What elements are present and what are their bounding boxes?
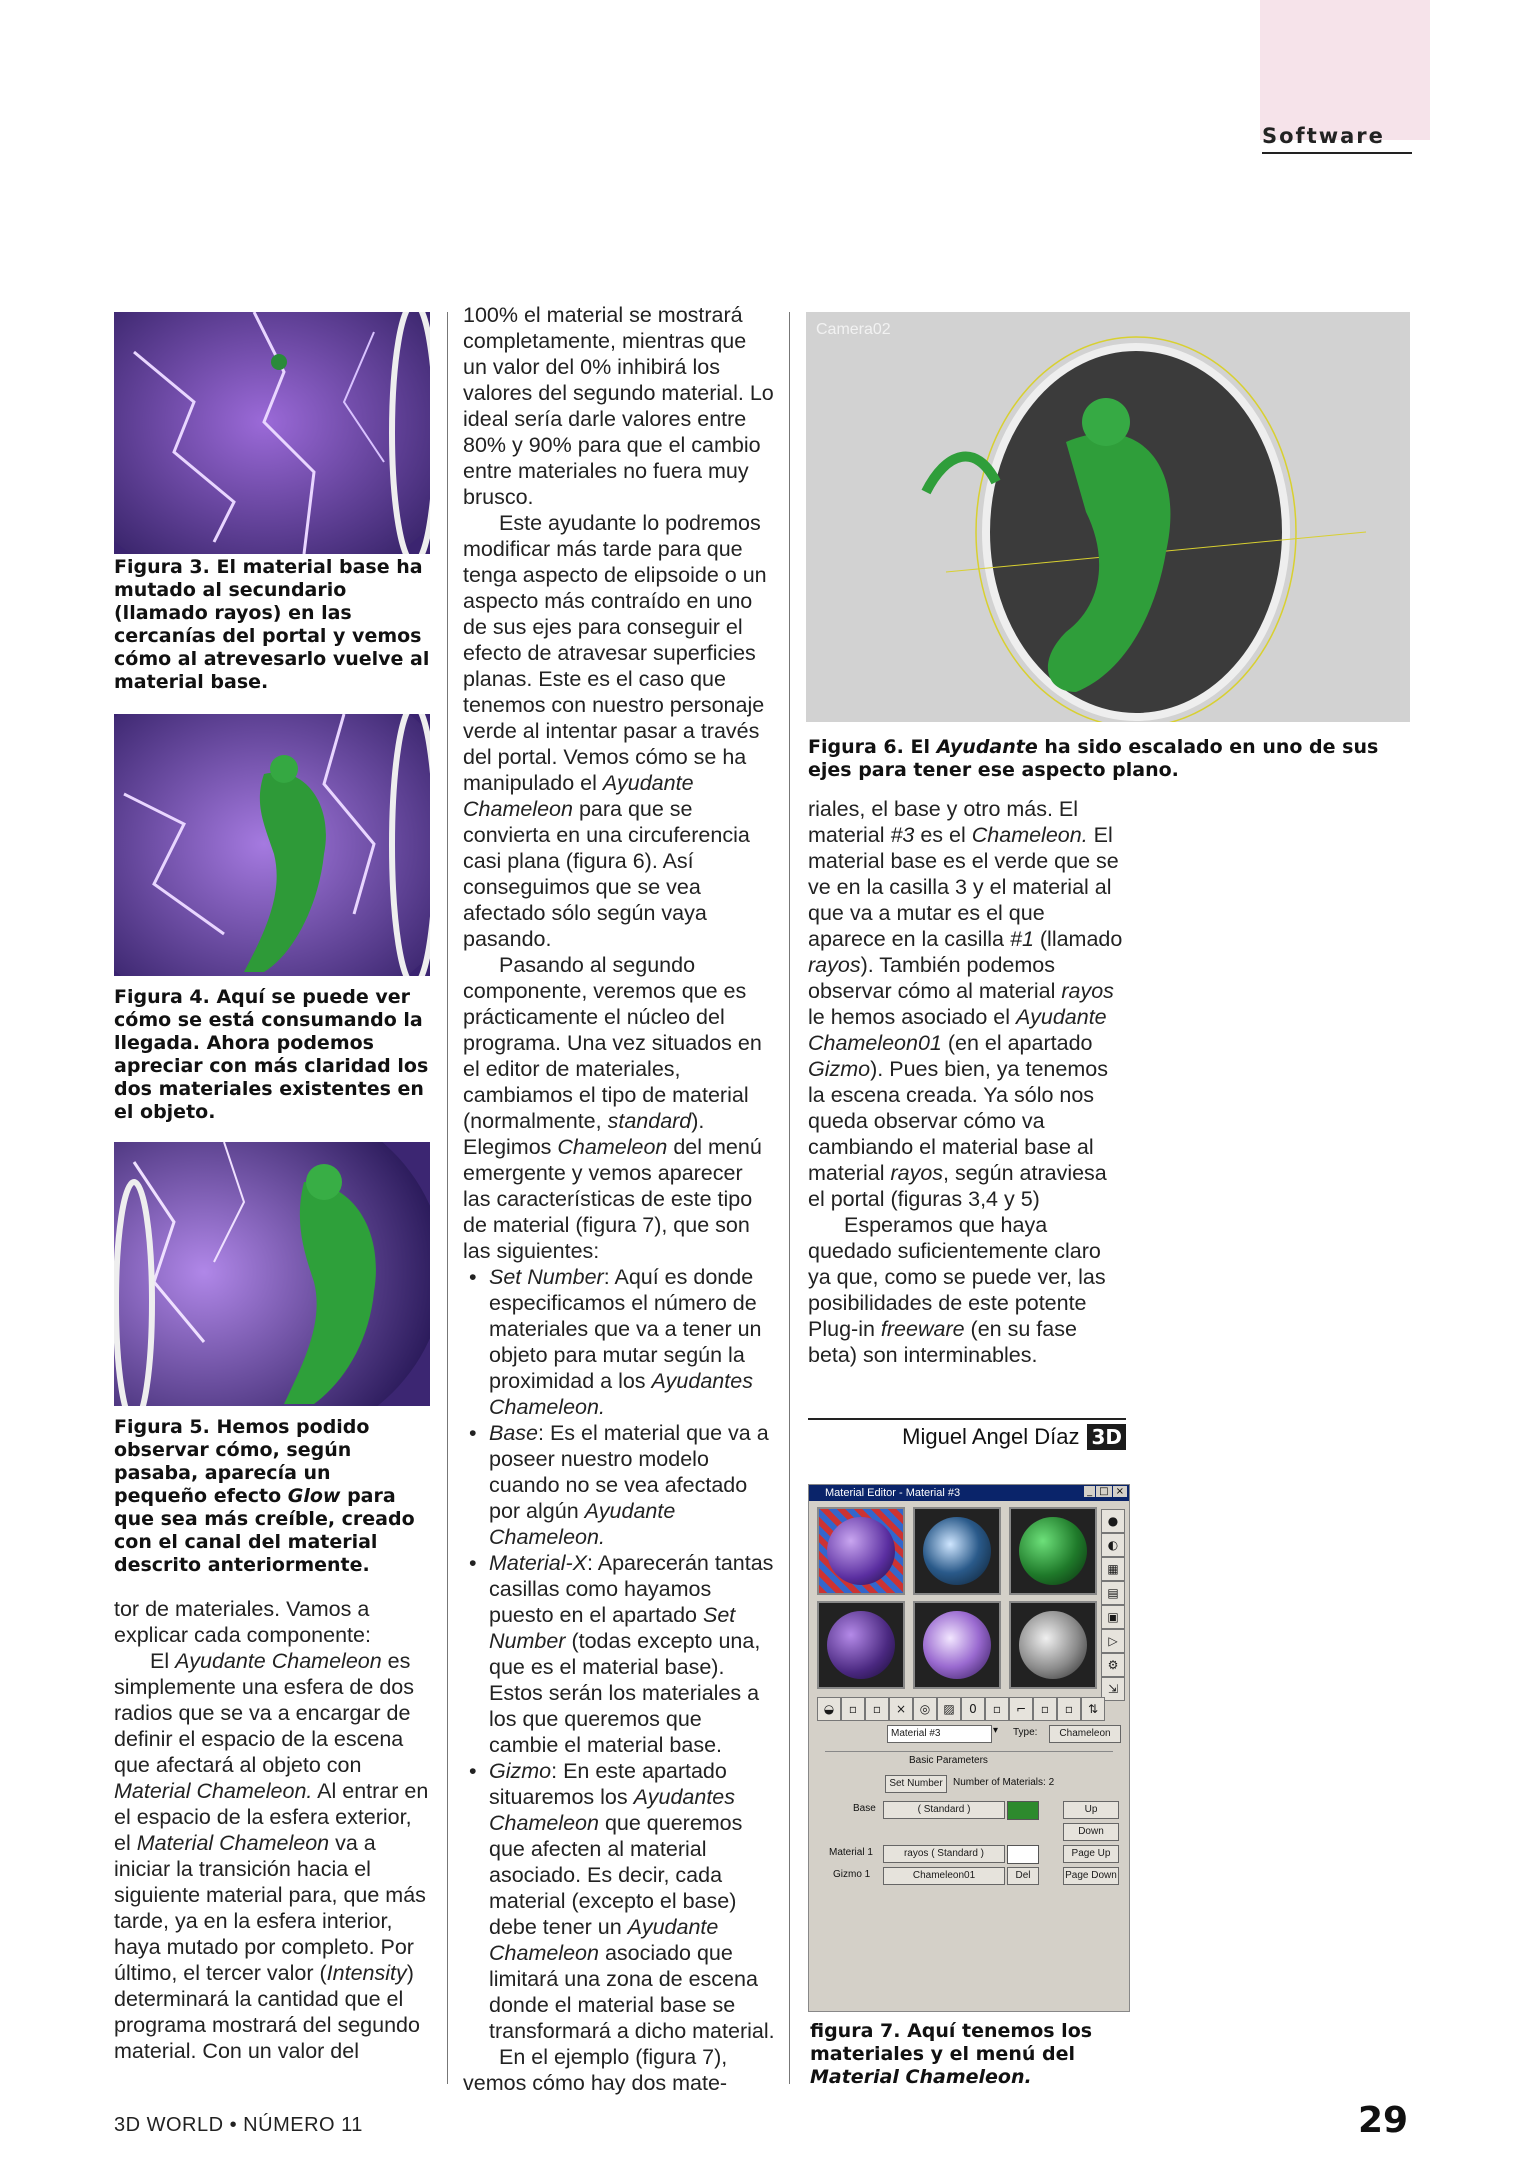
rollout-title[interactable]: Basic Parameters bbox=[909, 1755, 988, 1766]
base-material-button[interactable]: ( Standard ) bbox=[883, 1801, 1005, 1819]
material-effects-icon[interactable]: ▨ bbox=[937, 1697, 961, 1721]
col2-paragraph-4: En el ejemplo (figura 7), vemos cómo hay dos mate- bbox=[463, 2045, 728, 2095]
list-item: • Set Number: Aquí es donde especificamos el número de materiales que va a tener un objeto para mutar según la proximidad a los Ayudantes Chameleon. bbox=[489, 1264, 775, 1420]
go-forward-icon[interactable]: ▫ bbox=[1057, 1697, 1081, 1721]
base-color-swatch[interactable] bbox=[1007, 1801, 1039, 1820]
figure-5-caption bbox=[114, 1416, 430, 1577]
section-label: Software bbox=[1262, 124, 1385, 148]
sample-slot-5[interactable] bbox=[913, 1601, 1001, 1689]
figure-5-caption-b: para que sea más creíble, creado con el canal del material descrito anteriormente. bbox=[114, 1485, 415, 1576]
column-2-text bbox=[463, 302, 775, 2096]
material-1-color-swatch[interactable] bbox=[1007, 1845, 1039, 1864]
list-item: • Material-X: Aparecerán tantas casillas como hayamos puesto en el apartado Set Number (todas excepto una, que es el material base). Estos serán los materiales a los que queremos que cambie el material base. bbox=[489, 1550, 775, 1758]
sample-slot-6[interactable] bbox=[1009, 1601, 1097, 1689]
options-icon[interactable]: ⚙ bbox=[1101, 1653, 1125, 1677]
figure-7-caption-material: Material Chameleon. bbox=[810, 2066, 1032, 2088]
video-color-icon[interactable]: ▣ bbox=[1101, 1605, 1125, 1629]
column-rule-1 bbox=[447, 312, 448, 2084]
page-up-button[interactable]: Page Up bbox=[1063, 1845, 1119, 1863]
author-name: Miguel Angel Díaz bbox=[902, 1424, 1080, 1449]
sample-slot-2[interactable] bbox=[913, 1507, 1001, 1595]
column-3-text bbox=[808, 796, 1128, 1368]
material-name-field[interactable]: Material #3 bbox=[887, 1725, 992, 1743]
footer-publication: 3D WORLD • NÚMERO 11 bbox=[114, 2114, 363, 2136]
figure-3-caption: Figura 3. El material base ha mutado al secundario (llamado rayos) en las cercanías del portal y vemos cómo al atrevesarlo vuelve al material base. bbox=[114, 556, 430, 693]
header-color-block bbox=[1260, 0, 1430, 140]
window-controls bbox=[1084, 1486, 1127, 1497]
3d-badge: 3D bbox=[1087, 1424, 1126, 1450]
material-1-label: Material 1 bbox=[829, 1847, 873, 1858]
assign-material-icon[interactable]: ▫ bbox=[865, 1697, 889, 1721]
backlight-icon[interactable]: ◐ bbox=[1101, 1533, 1125, 1557]
uv-tiling-icon[interactable]: ▤ bbox=[1101, 1581, 1125, 1605]
figure-5-caption-a: Figura 5. Hemos podido observar cómo, según pasaba, aparecía un pequeño efecto bbox=[114, 1416, 370, 1507]
type-label: Type: bbox=[1013, 1727, 1038, 1738]
close-icon[interactable]: × bbox=[1113, 1486, 1127, 1497]
put-material-icon[interactable]: ▫ bbox=[841, 1697, 865, 1721]
gizmo-1-button[interactable]: Chameleon01 bbox=[883, 1867, 1005, 1885]
figure-5-image bbox=[114, 1142, 430, 1406]
show-map-icon[interactable]: ▫ bbox=[985, 1697, 1009, 1721]
col3-paragraph-1: riales, el base y otro más. El material #3 es el Chameleon. El material base es el verde que se ve en la casilla 3 y el material al que va a mutar es el que aparece en la casilla #1 (llamado rayos). También podemos observar cómo al material rayos le hemos asociado el Ayudante Chameleon01 (en el apartado Gizmo). Pues bien, ya tenemos la escena creada. Ya sólo nos queda observar cómo va cambiando el material base al material rayos, según atraviesa el portal (figuras 3,4 y 5) bbox=[808, 797, 1123, 1211]
figure-4-image bbox=[114, 714, 430, 976]
go-to-parent-icon[interactable]: ▫ bbox=[1033, 1697, 1057, 1721]
dropdown-arrow-icon[interactable]: ▾ bbox=[993, 1725, 999, 1736]
col1-paragraph-1: tor de materiales. Vamos a explicar cada componente: bbox=[114, 1597, 371, 1647]
sample-slot-4[interactable] bbox=[817, 1601, 905, 1689]
get-material-icon[interactable]: ◒ bbox=[817, 1697, 841, 1721]
figure-7-caption: figura 7. Aquí tenemos los materiales y el menú del Material Chameleon. bbox=[810, 2020, 1093, 2088]
select-by-material-icon[interactable]: ⇲ bbox=[1101, 1677, 1125, 1701]
col1-paragraph-2: El Ayudante Chameleon es simplemente una esfera de dos radios que se va a encargar de definir el espacio de la escena que afectará al objeto con Material Chameleon. Al entrar en el espacio de la esfera exterior, el Material Chameleon va a iniciar la transición hacia el siguiente material para, que más tarde, ya en la esfera interior, haya mutado por completo. Por último, el tercer valor (Intensity) determinará la cantidad que el programa mostrará del segundo material. Con un valor del bbox=[114, 1649, 429, 2063]
sample-type-icon[interactable]: ● bbox=[1101, 1509, 1125, 1533]
column-1-text bbox=[114, 1596, 430, 2064]
background-icon[interactable]: ▦ bbox=[1101, 1557, 1125, 1581]
up-button[interactable]: Up bbox=[1063, 1801, 1119, 1819]
type-button[interactable]: Chameleon bbox=[1049, 1725, 1121, 1743]
col2-paragraph-2: Este ayudante lo podremos modificar más tarde para que tenga aspecto de elipsoide o un aspecto más contraído en uno de sus ejes para conseguir el efecto de atravesar superficies planas. Este es el caso que tenemos con nuestro personaje verde al intentar pasar a través del portal. Vemos cómo se ha manipulado el Ayudante Chameleon para que se convierta en una circuferencia casi plana (figura 6). Así conseguimos que se vea afectado sólo según vaya pasando. bbox=[463, 511, 767, 951]
parameter-list bbox=[463, 1264, 775, 2044]
page-number: 29 bbox=[1358, 2100, 1409, 2141]
maximize-icon[interactable]: □ bbox=[1096, 1486, 1111, 1497]
figure-5-caption-glow: Glow bbox=[287, 1485, 341, 1507]
col3-paragraph-2: Esperamos que haya quedado suficientemente claro ya que, como se puede ver, las posibilidades de este potente Plug-in freeware (en su fase beta) son interminables. bbox=[808, 1213, 1106, 1367]
list-item: • Gizmo: En este apartado situaremos los Ayudantes Chameleon que queremos que afecten al material asociado. Es decir, cada material (excepto el base) debe tener un Ayudante Chameleon asociado que limitará una zona de escena donde el material base se transformará a dicho material. bbox=[489, 1758, 775, 2044]
set-number-button[interactable]: Set Number bbox=[885, 1775, 947, 1793]
material-editor-title: Material Editor - Material #3 bbox=[809, 1485, 1129, 1501]
sample-slot-1[interactable] bbox=[817, 1507, 905, 1595]
down-button[interactable]: Down bbox=[1063, 1823, 1119, 1841]
col2-paragraph-1: 100% el material se mostrará completamente, mientras que un valor del 0% inhibirá los valores del segundo material. Lo ideal sería darle valores entre 80% y 90% para que el cambio entre materiales no fuera muy brusco. bbox=[463, 303, 774, 509]
col2-paragraph-3: Pasando al segundo componente, veremos que es prácticamente el núcleo del programa. Una vez situados en el editor de materiales, cambiamos el tipo de material (normalmente, standard). Elegimos Chameleon del menú emergente y vemos aparecer las características de este tipo de material (figura 7), que son las siguientes: bbox=[463, 953, 762, 1263]
figure-3-image bbox=[114, 312, 430, 554]
figure-6-caption: Figura 6. El Ayudante ha sido escalado en uno de sus ejes para tener ese aspecto plano. bbox=[808, 736, 1379, 781]
delete-button[interactable]: Del bbox=[1007, 1867, 1039, 1885]
material-1-button[interactable]: rayos ( Standard ) bbox=[883, 1845, 1005, 1863]
sample-slot-3[interactable] bbox=[1009, 1507, 1097, 1595]
navigator-icon[interactable]: ⇅ bbox=[1081, 1697, 1105, 1721]
author-line bbox=[808, 1424, 1126, 1450]
author-rule bbox=[808, 1418, 1126, 1420]
number-of-materials-label: Number of Materials: 2 bbox=[953, 1777, 1055, 1788]
copy-material-icon[interactable]: ◎ bbox=[913, 1697, 937, 1721]
make-preview-icon[interactable]: ▷ bbox=[1101, 1629, 1125, 1653]
figure-4-caption: Figura 4. Aquí se puede ver cómo se está consumando la llegada. Ahora podemos apreciar con más claridad los dos materiales existentes en el objeto. bbox=[114, 986, 429, 1123]
gizmo-1-label: Gizmo 1 bbox=[833, 1869, 871, 1880]
column-rule-2 bbox=[789, 312, 790, 2084]
list-item: • Base: Es el material que va a poseer nuestro modelo cuando no se vea afectado por algún Ayudante Chameleon. bbox=[489, 1420, 775, 1550]
effects-channel-icon[interactable]: 0 bbox=[961, 1697, 985, 1721]
figure-6-image bbox=[806, 312, 1410, 722]
header-rule bbox=[1262, 152, 1412, 154]
figure-6-caption-ayudante: Ayudante bbox=[936, 736, 1038, 758]
material-editor-window bbox=[808, 1484, 1130, 2012]
rollout-divider bbox=[825, 1751, 1113, 1752]
reset-material-icon[interactable]: × bbox=[889, 1697, 913, 1721]
show-end-result-icon[interactable]: ⌐ bbox=[1009, 1697, 1033, 1721]
figure-6-viewport-label: Camera02 bbox=[816, 321, 891, 338]
minimize-icon[interactable]: _ bbox=[1084, 1486, 1095, 1497]
page-down-button[interactable]: Page Down bbox=[1063, 1867, 1119, 1885]
base-label: Base bbox=[853, 1803, 876, 1814]
